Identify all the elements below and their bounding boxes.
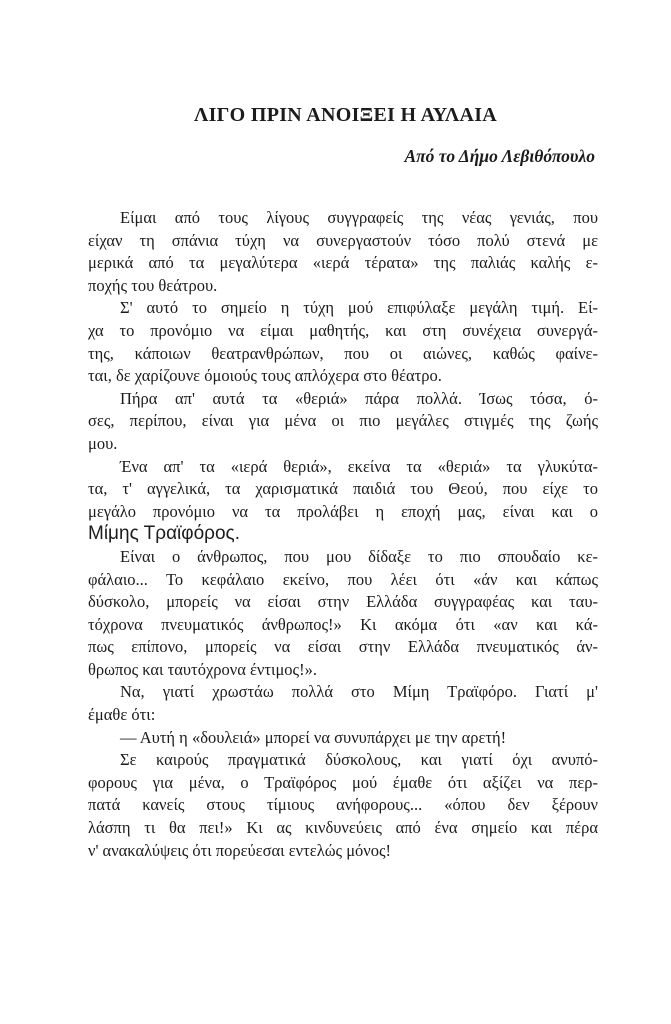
text-line: σες, περίπου, είναι για μένα οι πιο μεγάλες στιγμές της ζωής [88,411,598,431]
text-line: Σε καιρούς πραγματικά δύσκολους, και γιατί όχι ανυπό- [120,750,598,770]
text-line: δύσκολο, μπορείς να είσαι στην Ελλάδα συγγραφέας και ταυ- [88,592,598,612]
text-line: πατά κανείς στους τίμιους ανήφορους... «όπου δεν ξέρουν [88,795,598,815]
text-line: φορους για μένα, ο Τραϊφόρος μού έμαθε ότι αξίζει να περ- [88,772,598,792]
text-line: πως επίπονο, μπορείς να είσαι στην Ελλάδα πνευματικός άν- [88,637,598,657]
text-line: λάσπη τι θα πει!» Κι ας κινδυνεύεις από ένα σημείο και πέρα [88,818,598,838]
text-line: μερικά από τα μεγαλύτερα «ιερά τέρατα» της παλιάς καλής ε- [88,253,598,273]
text-line: θρωπος και ταυτόχρονα έντιμος!». [88,659,317,679]
text-line: Είμαι από τους λίγους συγγραφείς της νέας γενιάς, που [120,208,598,227]
body-text [88,207,598,862]
text-line: Ένα απ' τα «ιερά θεριά», εκείνα τα «θεριά» τα γλυκύτα- [120,456,598,476]
text-line: μου. [88,433,118,453]
text-line: — Αυτή η «δουλειά» μπορεί να συνυπάρχει με την αρετή! [120,727,507,747]
text-line: ται, δε χαρίζουνε όμοιούς τους απλόχερα στο θέατρο. [88,366,442,386]
author-byline: Από το Δήμο Λεβιθόπουλο [404,146,595,166]
text-line: έμαθε ότι: [88,705,156,725]
text-line: είχαν τη σπάνια τύχη να συνεργαστούν τόσο πολύ στενά με [88,230,598,250]
text-line: Να, γιατί χρωστάω πολλά στο Μίμη Τραϊφόρο. Γιατί μ' [120,682,598,702]
text-line: φάλαιο... Το κεφάλαιο εκείνο, που λέει ότι «άν και κάπως [88,569,598,589]
text-line: ν' ανακαλύψεις ότι πορεύεσαι εντελώς μόνος! [88,840,392,860]
text-line: Μίμης Τραϊφόρος. [88,523,240,545]
text-line: τόχρονα πνευματικός άνθρωπος!» Κι ακόμα ότι «αν και κά- [88,614,598,634]
page-title: ΛΙΓΟ ΠΡΙΝ ΑΝΟΙΞΕΙ Η ΑΥΛΑΙΑ [193,104,498,126]
text-line: χα το προνόμιο να είμαι μαθητής, και στη συνέχεια συνεργά- [88,320,598,340]
text-line: Πήρα απ' αυτά τα «θεριά» πάρα πολλά. Ίσως τόσα, ό- [120,388,598,408]
text-line: μεγάλο προνόμιο να τα προλάβει η εποχή μας, είναι και ο [88,501,598,521]
text-line: Σ' αυτό το σημείο η τύχη μού επιφύλαξε μεγάλη τιμή. Εί- [120,298,598,318]
text-line: της, κάποιων θεατρανθρώπων, που οι αιώνες, καθώς φαίνε- [88,343,598,363]
text-line: ποχής του θεάτρου. [88,275,218,295]
text-line: τα, τ' αγγελικά, τα χαρισματικά παιδιά του Θεού, που είχε το [88,479,598,499]
text-line: Είναι ο άνθρωπος, που μου δίδαξε το πιο σπουδαίο κε- [120,546,598,566]
